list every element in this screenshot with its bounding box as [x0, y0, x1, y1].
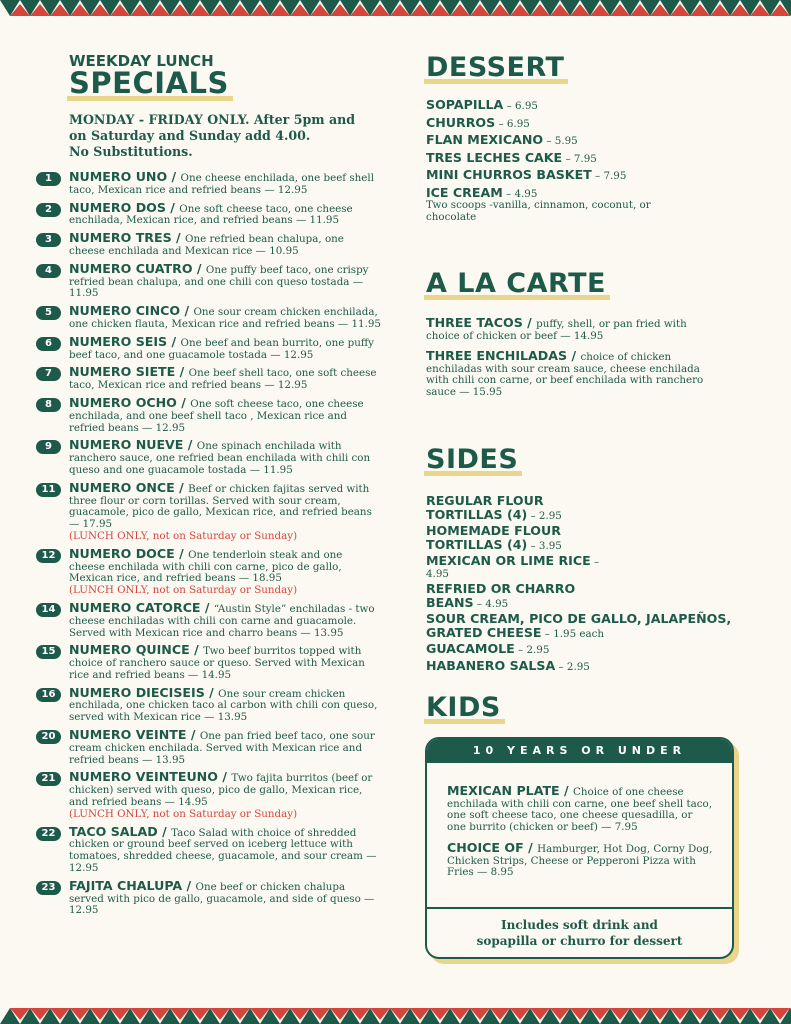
side-item [426, 657, 616, 674]
item-number-badge: 23 [36, 881, 61, 895]
item-description: One tenderloin steak and one cheese enchilada with chili con carne, pico de gallo, Mexican rice, and refried beans — 18.95 [69, 548, 343, 585]
lunch-item [36, 684, 381, 724]
item-number-badge: 16 [36, 688, 61, 702]
lunch-item [36, 479, 381, 543]
side-name: SOUR CREAM, PICO DE GALLO, JALAPEÑOS, GRATED CHEESE [426, 611, 732, 640]
lunch-title-big: SPECIALS [69, 69, 229, 98]
lunch-intro: MONDAY - FRIDAY ONLY. After 5pm and on Saturday and Sunday add 4.00. No Substitutions. [69, 112, 356, 159]
lunch-item [36, 545, 381, 597]
lunch-item [36, 305, 381, 331]
lunch-item [36, 394, 381, 434]
item-number-badge: 5 [36, 306, 61, 320]
item-description: One puffy beef taco, one crispy refried bean chalupa, and one chili con queso tostada — 11.95 [69, 263, 369, 300]
lunch-only-note: (LUNCH ONLY, not on Saturday or Sunday) [69, 584, 298, 597]
lunch-only-note: (LUNCH ONLY, not on Saturday or Sunday) [69, 529, 298, 542]
alacarte-name: THREE ENCHILADAS / [426, 348, 581, 363]
item-number-badge: 1 [36, 172, 61, 186]
item-name: NUMERO CINCO / [69, 303, 194, 319]
kids-section [426, 694, 501, 721]
dessert-item [426, 169, 756, 183]
lunch-item [36, 599, 381, 639]
dessert-price: – 7.95 [562, 152, 597, 165]
bottom-zigzag-border [0, 1002, 791, 1024]
item-name: NUMERO UNO / [69, 169, 181, 184]
lunch-item [36, 366, 381, 392]
dessert-item [426, 149, 756, 166]
item-number-badge: 7 [36, 367, 61, 381]
item-name: NUMERO OCHO / [69, 394, 191, 410]
side-price: – 4.95 [426, 556, 600, 580]
dessert-name: SOPAPILLA [426, 97, 504, 112]
item-name: NUMERO SEIS / [69, 333, 181, 349]
side-price: – 3.95 [527, 539, 562, 552]
side-item [426, 555, 616, 580]
item-name: NUMERO NUEVE / [69, 437, 197, 453]
item-description: “Austin Style” enchiladas - two cheese enchiladas with chili con carne and guacamole. Served with Mexican rice and charro beans — 13.95 [69, 602, 375, 639]
alacarte-item [426, 317, 706, 342]
dessert-section [426, 54, 756, 223]
side-name: REGULAR FLOUR TORTILLAS (4) [426, 493, 544, 522]
right-column [426, 52, 756, 723]
item-description: One beef and bean burrito, one puffy beef taco, and one guacamole tostada — 12.95 [69, 336, 374, 361]
item-name: NUMERO QUINCE / [69, 642, 204, 658]
kids-list [427, 763, 732, 879]
item-description: One sour cream chicken enchilada, one chicken flauta, Mexican rice and refried beans — 11.95 [69, 306, 381, 330]
item-description: One soft cheese taco, one cheese enchilada, Mexican rice, and refried beans — 11.95 [69, 202, 353, 227]
dessert-price: – 4.95 [502, 187, 538, 200]
lunch-item [36, 823, 381, 875]
alacarte-item [426, 350, 706, 398]
alacarte-list [426, 317, 756, 398]
item-number-badge: 6 [36, 337, 61, 351]
alacarte-description: puffy, shell, or pan fried with choice of chicken or beef — 14.95 [426, 318, 687, 342]
dessert-title: DESSERT [426, 54, 564, 81]
dessert-item [426, 99, 756, 113]
item-name: TACO SALAD / [69, 823, 172, 839]
item-number-badge: 20 [36, 730, 61, 744]
lunch-item [36, 877, 381, 917]
item-number-badge: 9 [36, 440, 61, 454]
item-name: NUMERO TRES / [69, 230, 186, 246]
item-description: One cheese enchilada, one beef shell taco, Mexican rice and refried beans — 12.95 [69, 172, 374, 196]
item-name: NUMERO VEINTE / [69, 727, 200, 743]
side-item [426, 583, 616, 610]
item-name: NUMERO DOCE / [69, 545, 189, 561]
item-number-badge: 4 [36, 264, 61, 278]
item-name: NUMERO CUATRO / [69, 260, 206, 276]
alacarte-title: A LA CARTE [426, 270, 606, 297]
item-number-badge: 22 [36, 827, 61, 841]
dessert-name: TRES LECHES CAKE [426, 149, 563, 165]
lunch-item [36, 333, 381, 362]
dessert-name: FLAN MEXICANO [426, 132, 544, 147]
kids-item-description: Choice of one cheese enchilada with chili con carne, one beef shell taco, one soft cheese taco, one cheese quesadilla, or one burrito (chicken or beef) — 7.95 [447, 786, 712, 833]
item-number-badge: 2 [36, 203, 61, 217]
alacarte-name: THREE TACOS / [426, 315, 537, 330]
item-description: One refried bean chalupa, one cheese enchilada and Mexican rice — 10.95 [69, 233, 344, 257]
top-zigzag-border [0, 0, 791, 22]
kids-box [425, 737, 734, 959]
item-number-badge: 14 [36, 603, 61, 617]
dessert-item [426, 134, 756, 148]
lunch-specials-section [36, 54, 381, 922]
lunch-item [36, 199, 381, 228]
item-number-badge: 8 [36, 398, 61, 412]
lunch-only-note: (LUNCH ONLY, not on Saturday or Sunday) [69, 807, 298, 820]
side-item [426, 613, 756, 640]
lunch-items-list [36, 171, 381, 917]
item-description: One pan fried beef taco, one sour cream chicken enchilada. Served with Mexican rice and refried beans — 13.95 [69, 730, 375, 766]
kids-item [447, 842, 714, 879]
side-item [426, 525, 616, 552]
lunch-item [36, 729, 381, 766]
sides-list [426, 495, 756, 673]
side-price: – 2.95 [555, 660, 590, 673]
item-name: NUMERO ONCE / [69, 479, 189, 495]
alacarte-section [426, 270, 756, 406]
item-description: One sour cream chicken enchilada, one chicken taco al carbon with chili con queso, served with Mexican rice — 13.95 [69, 687, 378, 724]
item-description: Taco Salad with choice of shredded chicken or ground beef served on iceberg lettuce with tomatoes, shredded cheese, guacamole, and sour cream — 12.95 [69, 826, 377, 875]
item-number-badge: 12 [36, 549, 61, 563]
kids-age-band: 10 YEARS OR UNDER [427, 739, 732, 763]
item-number-badge: 15 [36, 645, 61, 659]
item-description: One beef shell taco, one soft cheese taco, Mexican rice and refried beans — 12.95 [69, 367, 377, 392]
side-name: REFRIED OR CHARRO BEANS [426, 581, 576, 610]
side-name: HABANERO SALSA [426, 657, 556, 673]
side-name: MEXICAN OR LIME RICE [426, 553, 591, 568]
side-price: – 4.95 [473, 597, 509, 610]
lunch-item [36, 260, 381, 300]
item-description: One soft cheese taco, one cheese enchilada, and one beef shell taco , Mexican rice and refried beans — 12.95 [69, 397, 364, 434]
side-name: HOMEMADE FLOUR TORTILLAS (4) [426, 523, 561, 552]
lunch-item [36, 171, 381, 197]
item-description: Beef or chicken fajitas served with three flour or corn torillas. Served with sour cream, guacamole, pico de gallo, Mexican rice, and refried beans — 17.95 [69, 482, 372, 531]
side-item [426, 495, 616, 522]
side-price: – 2.95 [527, 509, 562, 522]
kids-item [447, 785, 714, 833]
item-name: NUMERO VEINTEUNO / [69, 769, 232, 785]
dessert-name: CHURROS [426, 114, 496, 130]
sides-title: SIDES [426, 446, 518, 473]
item-number-badge: 11 [36, 483, 61, 497]
item-number-badge: 21 [36, 772, 61, 786]
dessert-item [426, 184, 756, 224]
dessert-item [426, 114, 756, 131]
sides-section [426, 446, 756, 676]
lunch-item [36, 771, 381, 820]
dessert-description: Two scoops -vanilla, cinnamon, coconut, or chocolate [426, 199, 651, 223]
kids-item-name: CHOICE OF / [447, 840, 538, 855]
alacarte-description: choice of chicken enchiladas with sour cream sauce, cheese enchilada with chili con carne, or beef enchilada with ranchero sauce — 15.95 [426, 351, 704, 398]
lunch-item [36, 232, 381, 258]
item-number-badge: 3 [36, 233, 61, 247]
kids-footer: Includes soft drink and sopapilla or churro for dessert [427, 907, 732, 957]
kids-title: KIDS [426, 694, 501, 721]
item-description: One beef or chicken chalupa served with pico de gallo, guacamole, and side of queso — 12.95 [69, 880, 375, 917]
dessert-name: MINI CHURROS BASKET [426, 167, 592, 182]
dessert-price: – 7.95 [591, 170, 627, 182]
item-description: One spinach enchilada with ranchero sauce, one refried bean enchilada with chili con queso and one guacamole tostada — 11.95 [69, 440, 371, 476]
dessert-list [426, 99, 756, 223]
lunch-item [36, 644, 381, 681]
item-name: FAJITA CHALUPA / [69, 877, 196, 893]
kids-item-name: MEXICAN PLATE / [447, 783, 574, 798]
dessert-price: – 6.95 [503, 100, 538, 112]
side-price: – 2.95 [514, 644, 550, 656]
lunch-title-small: WEEKDAY LUNCH [69, 52, 214, 70]
item-name: NUMERO DOS / [69, 199, 180, 215]
side-price: – 1.95 each [541, 627, 605, 640]
item-description: Two beef burritos topped with choice of ranchero sauce or queso. Served with Mexican rice and refried beans — 14.95 [69, 645, 365, 681]
lunch-item [36, 439, 381, 476]
item-description: Two fajita burritos (beef or chicken) served with queso, pico de gallo, Mexican rice, and refried beans — 14.95 [69, 772, 373, 809]
kids-item-description: Hamburger, Hot Dog, Corny Dog, Chicken Strips, Cheese or Pepperoni Pizza with Fries — 8.95 [447, 843, 713, 878]
side-item [426, 643, 616, 657]
item-name: NUMERO SIETE / [69, 364, 189, 380]
item-name: NUMERO DIECISEIS / [69, 684, 219, 700]
side-name: GUACAMOLE [426, 641, 515, 656]
dessert-price: – 6.95 [495, 117, 530, 130]
dessert-name: ICE CREAM [426, 184, 503, 200]
dessert-price: – 5.95 [543, 135, 578, 147]
item-name: NUMERO CATORCE / [69, 599, 214, 615]
